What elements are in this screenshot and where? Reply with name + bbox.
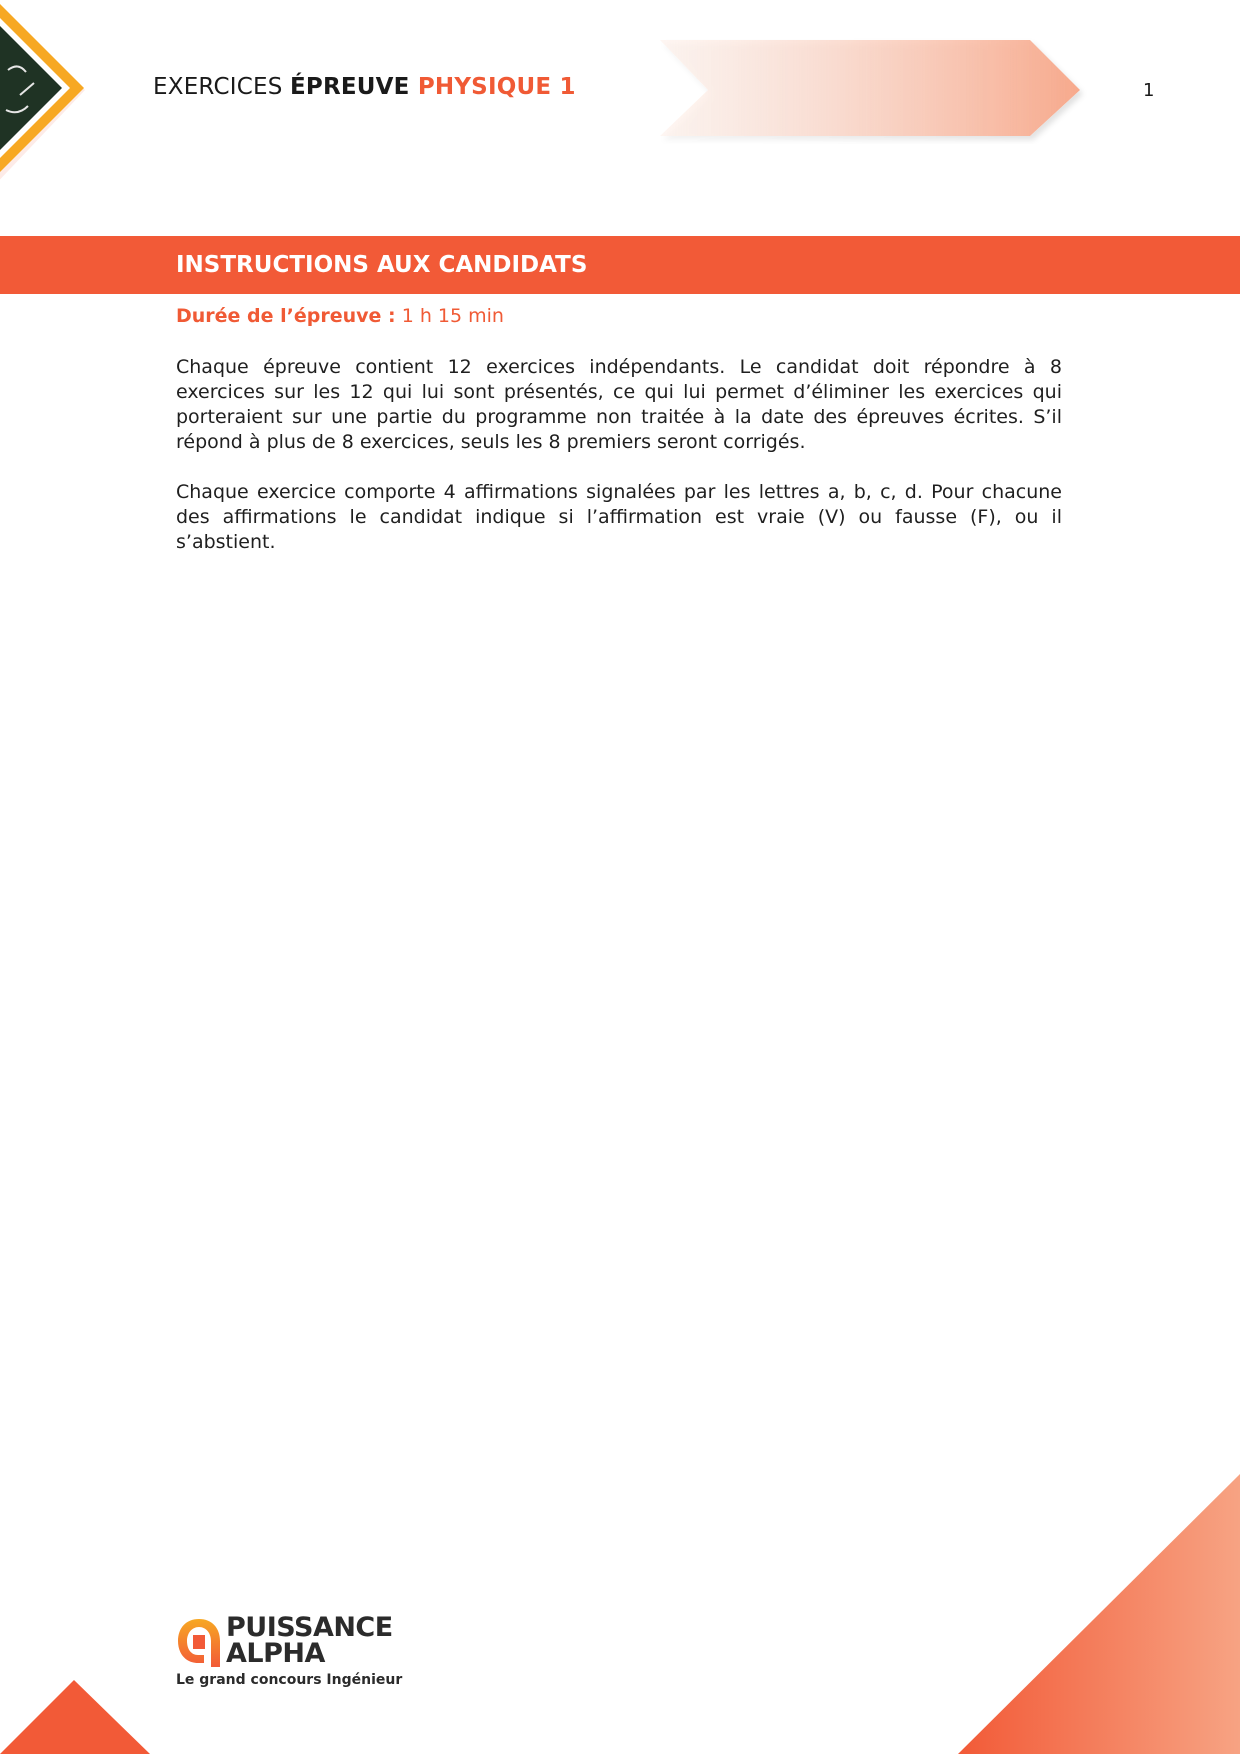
logo-mark-icon	[176, 1617, 222, 1669]
header-title-part1: EXERCICES	[153, 74, 291, 100]
header-title-part3: PHYSIQUE 1	[417, 74, 576, 100]
header-arrow-decoration	[660, 36, 1090, 144]
logo-tagline: Le grand concours Ingénieur	[176, 1672, 403, 1688]
instructions-paragraph: Chaque exercice comporte 4 affirmations signalées par les lettres a, b, c, d. Pour chacune des affirmations le candidat indique si l’affirmation est vraie (V) ou fausse (F), ou il s’abstient.	[176, 481, 1062, 553]
section-title: INSTRUCTIONS AUX CANDIDATS	[176, 252, 588, 278]
logo-name-line1: PUISSANCE	[226, 1612, 393, 1643]
document-header-title	[153, 74, 576, 100]
corner-badge-decoration	[0, 0, 110, 200]
header-title-part2: ÉPREUVE	[290, 74, 418, 100]
logo-name-line2: ALPHA	[226, 1638, 325, 1669]
bottom-left-triangle-decoration	[0, 1676, 150, 1754]
exam-duration	[176, 305, 504, 327]
instructions-paragraph: Chaque épreuve contient 12 exercices indépendants. Le candidat doit répondre à 8 exercices sur les 12 qui lui sont présentés, ce qui lui permet d’éliminer les exercices qui porteraient sur une partie du programme non traitée à la date des épreuves écrites. S’il répond à plus de 8 exercices, seuls les 8 premiers seront corrigés.	[176, 356, 1062, 453]
bottom-right-triangle-decoration	[958, 1474, 1240, 1754]
duration-value: 1 h 15 min	[395, 305, 504, 327]
page-number: 1	[1143, 80, 1155, 101]
duration-label: Durée de l’épreuve :	[176, 305, 396, 327]
puissance-alpha-logo	[176, 1610, 416, 1696]
